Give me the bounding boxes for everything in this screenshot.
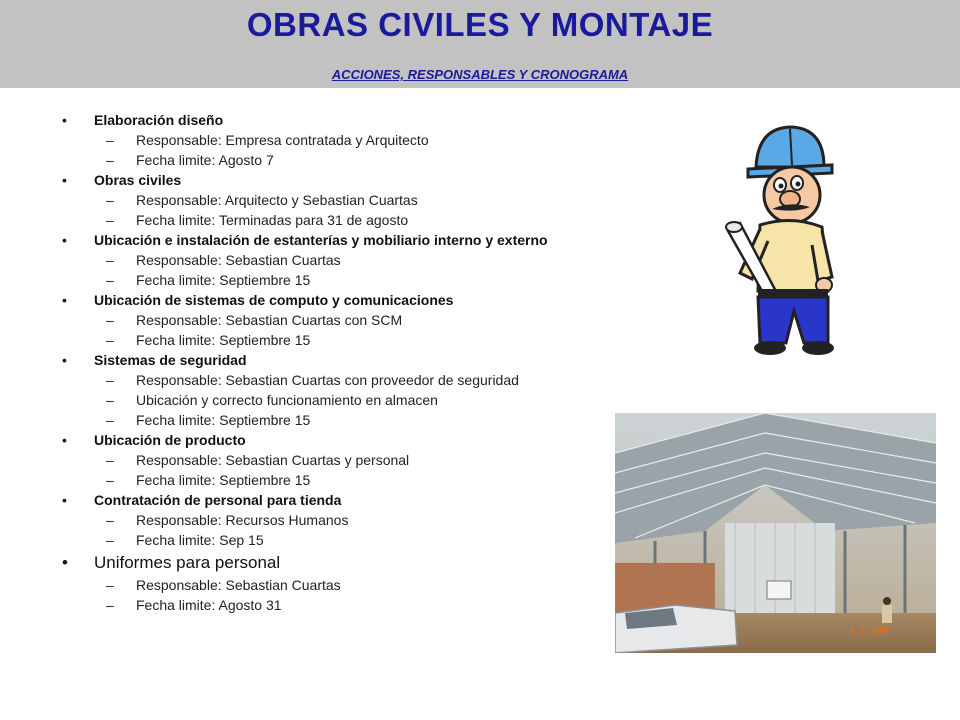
- sub-item: – Fecha limite: Septiembre 15: [60, 412, 600, 428]
- sub-item: – Fecha limite: Septiembre 15: [60, 332, 600, 348]
- sub-item: – Responsable: Empresa contratada y Arquitecto: [60, 132, 600, 148]
- bullet-estanterias: • Ubicación e instalación de estanterías y mobiliario interno y externo: [60, 232, 600, 248]
- sub-item: – Fecha limite: Septiembre 15: [60, 272, 600, 288]
- sub-item: – Responsable: Recursos Humanos: [60, 512, 600, 528]
- sub-item: – Responsable: Sebastian Cuartas: [60, 252, 600, 268]
- sub-item: – Fecha limite: Sep 15: [60, 532, 600, 548]
- construction-photo: [615, 413, 936, 653]
- slide-title: OBRAS CIVILES Y MONTAJE: [246, 6, 714, 43]
- bullet-list: [60, 108, 600, 613]
- sub-item: – Fecha limite: Terminadas para 31 de agosto: [60, 212, 600, 228]
- sub-item: – Responsable: Arquitecto y Sebastian Cuartas: [60, 192, 600, 208]
- sub-item: – Responsable: Sebastian Cuartas con proveedor de seguridad: [60, 372, 600, 388]
- bullet-uniformes: • Uniformes para personal: [60, 553, 600, 573]
- photo-date-stamp: 8 4 2006: [850, 627, 889, 636]
- sub-item: – Responsable: Sebastian Cuartas con SCM: [60, 312, 600, 328]
- header-bar: [0, 0, 960, 88]
- bullet-seguridad: • Sistemas de seguridad: [60, 352, 600, 368]
- sub-item: – Fecha limite: Agosto 31: [60, 597, 600, 613]
- sub-item: – Fecha limite: Agosto 7: [60, 152, 600, 168]
- sub-item: – Ubicación y correcto funcionamiento en almacen: [60, 392, 600, 408]
- bullet-elaboracion: • Elaboración diseño: [60, 112, 600, 128]
- sub-item: – Fecha limite: Septiembre 15: [60, 472, 600, 488]
- bullet-sistemas-computo: • Ubicación de sistemas de computo y comunicaciones: [60, 292, 600, 308]
- engineer-cartoon-icon: [700, 105, 860, 360]
- slide-subtitle: ACCIONES, RESPONSABLES Y CRONOGRAMA: [331, 67, 629, 82]
- sub-item: – Responsable: Sebastian Cuartas: [60, 577, 600, 593]
- bullet-personal-tienda: • Contratación de personal para tienda: [60, 492, 600, 508]
- bullet-obras-civiles: • Obras civiles: [60, 172, 600, 188]
- bullet-producto: • Ubicación de producto: [60, 432, 600, 448]
- sub-item: – Responsable: Sebastian Cuartas y personal: [60, 452, 600, 468]
